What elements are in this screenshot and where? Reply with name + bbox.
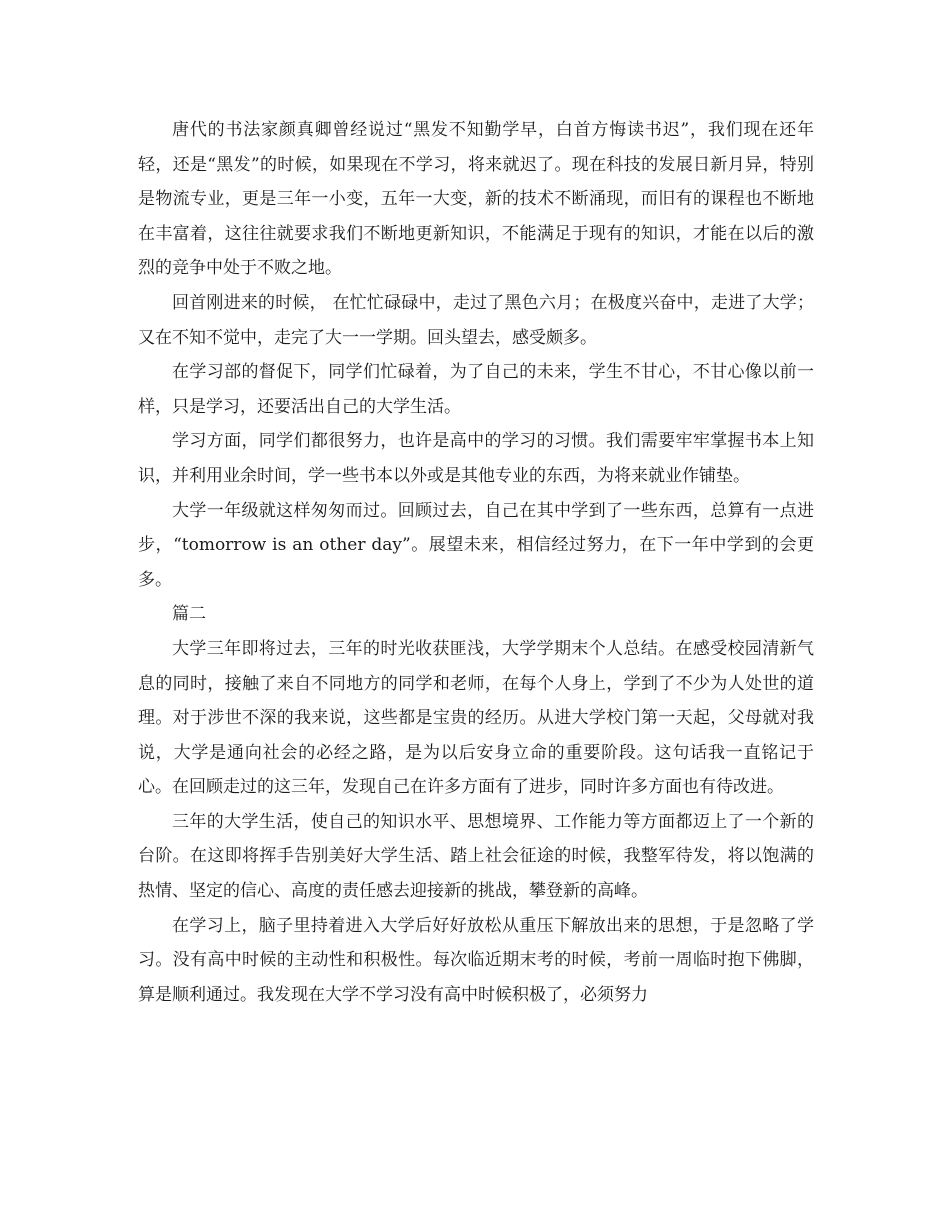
paragraph-study-department: 在学习部的督促下，同学们忙碌着，为了自己的未来，学生不甘心，不甘心像以前一样，只是学习，还要活出自己的大学生活。: [138, 362, 814, 417]
paragraph-study-reflection: 在学习上，脑子里持着进入大学后好好放松从重压下解放出来的思想，于是忽略了学习。没有高中时候的主动性和积极性。每次临近期末考的时候，考前一周临时抱下佛脚，算是顺利通过。我发现在大学不学习没有高中时候积极了，必须努力: [138, 915, 814, 1005]
paragraph-study-aspect: 学习方面，同学们都很努力，也许是高中的学习的习惯。我们需要牢牢掌握书本上知识，并利用业余时间，学一些书本以外或是其他专业的东西，为将来就业作铺垫。: [138, 431, 814, 486]
paragraph-looking-back: 回首刚进来的时候， 在忙忙碌碌中，走过了黑色六月；在极度兴奋中，走进了大学；又在不知不觉中，走完了大一一学期。回头望去，感受颇多。: [138, 292, 814, 348]
section-heading: 篇二: [172, 604, 206, 625]
document-page: [138, 113, 814, 1012]
paragraph-three-years: 大学三年即将过去，三年的时光收获匪浅，大学学期末个人总结。在感受校园清新气息的同时，接触了来自不同地方的同学和老师，在每个人身上，学到了不少为人处世的道理。对于涉世不深的我来说，这些都是宝贵的经历。从进大学校门第一天起，父母就对我说，大学是通向社会的必经之路，是为以后安身立命的重要阶段。这句话我一直铭记于心。在回顾走过的这三年，发现自己在许多方面有了进步，同时许多方面也有待改进。: [138, 638, 814, 798]
paragraph-calligrapher-quote: 唐代的书法家颜真卿曾经说过“黑发不知勤学早，白首方悔读书迟”，我们现在还年轻，还是“黑发”的时候，如果现在不学习，将来就迟了。现在科技的发展日新月异，特别是物流专业，更是三年一小变，五年一大变，新的技术不断涌现，而旧有的课程也不断地在丰富着，这往往就要求我们不断地更新知识，不能满足于现有的知识，才能在以后的激烈的竞争中处于不败之地。: [138, 120, 814, 279]
paragraph-university-life: 三年的大学生活，使自己的知识水平、思想境界、工作能力等方面都迈上了一个新的台阶。在这即将挥手告别美好大学生活、踏上社会征途的时候，我整军待发，将以饱满的热情、坚定的信心、高度的责任感去迎接新的挑战，攀登新的高峰。: [138, 811, 814, 902]
paragraph-first-year-summary: 大学一年级就这样匆匆而过。回顾过去，自己在其中学到了一些东西，总算有一点进步，“tomorrow is an other day”。展望未来，相信经过努力，在下一年中学到的会更多。: [138, 500, 814, 590]
